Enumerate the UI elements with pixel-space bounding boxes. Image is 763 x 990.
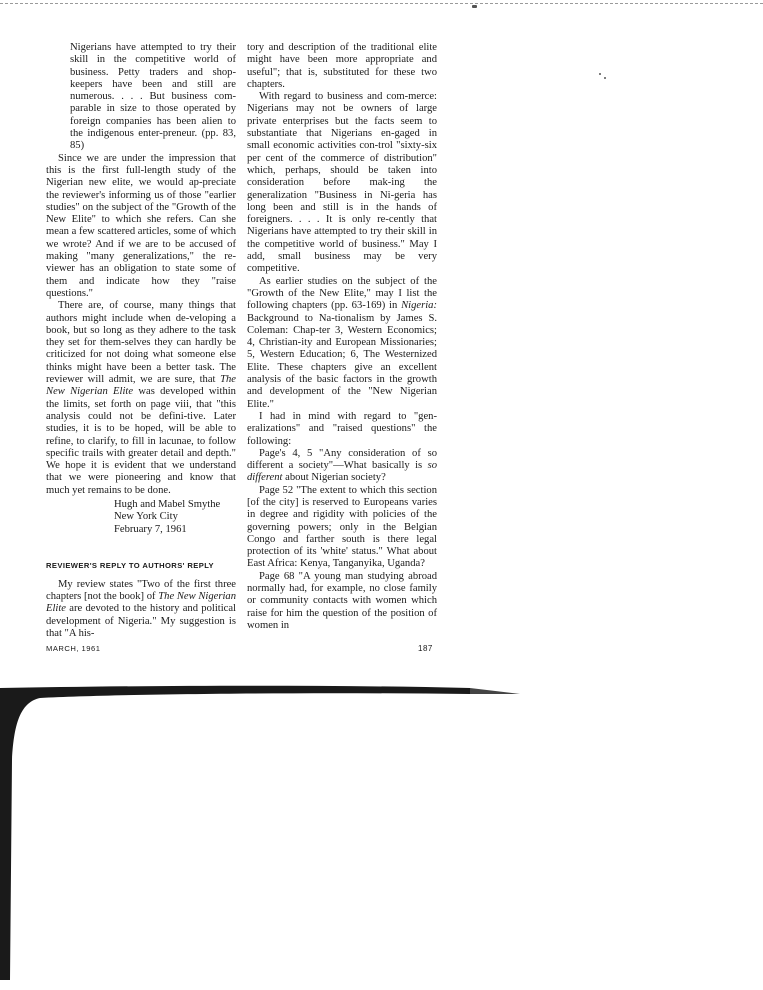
paragraph: tory and description of the traditional elite might have been more appropriate and useful"; that is, substituted for these two chapters. [247,42,437,90]
signature-block [46,499,236,537]
left-column [46,42,236,640]
scan-speck [599,73,601,75]
section-heading: REVIEWER'S REPLY TO AUTHORS' REPLY [46,561,214,571]
paragraph: Since we are under the impression that this is the first full-length study of the Nigerian new elite, we would ap-preciate the reviewer's informing us of those "earlier studies" on the subject of the "Growth of the New Elite" to which she refers. Can she mean a few scattered articles, some of which we wrote? And if we are to be accused of making "many generalizations," the re-viewer has an obligation to state some of them and indicate how they "raise questions." [46,152,237,299]
scan-speck [472,5,477,8]
paragraph: There are, of course, many things that authors might include when de-veloping a book, but so long as they adhere to the task they set for them-selves they can hardly be criticized for not doing what someone else thinks might have been a better task. The reviewer will admit, we are sure, that The New Nigerian Elite was developed within the limits, set forth on page viii, that "this analysis could not be defini-tive. Later studies, it is to be hoped, will be able to refine, to clarify, to fill in lacunae, to follow specific trails with greater detail and depth." We hope it is evident that we understand that we were pioneering and know that much yet remains to be done. [46,300,236,496]
block-quote: Nigerians have attempted to try their skill in the competitive world of business. Petty traders and shop-keepers have been and still are numerous. . . . But business com-parable in size to those operated by foreign companies has been alien to the indigenous enter-preneur. (pp. 83, 85) [70,42,236,152]
right-column [247,42,437,632]
scan-artifact-top-edge [0,3,763,4]
page-number: 187 [418,644,433,653]
signature-names: Hugh and Mabel Smythe [114,498,221,510]
signature-date: February 7, 1961 [114,523,187,535]
issue-date: MARCH, 1961 [46,644,101,653]
paragraph: I had in mind with regard to "gen-eralizations" and "raised questions" the following: [247,410,437,447]
page-curl-shadow [0,680,763,990]
paragraph: As earlier studies on the subject of the "Growth of the New Elite," may I list the following chapters (pp. 63-169) in Nigeria: Background to Na-tionalism by James S. Coleman: Chap-ter 3, Western Economics; 4, Christian-ity and European Missionaries; 5, Western Education; 6, The Westernized Elite. These chapters give an excellent analysis of the basic factors in the growth and development of the "New Nigerian Elite." [247,275,437,410]
paragraph: My review states "Two of the first three chapters [not the book] of The New Nigerian Elite are devoted to the history and political development of Nigeria." My suggestion is that "A his- [46,578,236,639]
book-title: The New Nigerian Elite [46,591,236,615]
book-title: Nigeria: [401,300,437,312]
paragraph: Page 68 "A young man studying abroad normally had, for example, no close family or community contacts with women which raise for him the question of the position of women in [247,570,437,631]
signature-city: New York City [114,511,178,523]
scan-speck [604,77,606,79]
emphasis: so different [247,460,437,484]
paragraph: Page 52 "The extent to which this section [of the city] is reserved to Europeans varies in degree and rigidity with policies of the governing powers; only in the Belgian Congo and farther south is there legal protection of its 'white' status." What about East Africa: Kenya, Tanganyika, Uganda? [247,484,437,570]
paragraph: With regard to business and com-merce: Nigerians may not be owners of large private enterprises but the facts seem to substantiate that Nigerians en-gaged in small economic activities con-trol "sixty-six per cent of the commerce of distribution" which, perhaps, should be taken into consideration before mak-ing the generalization "Business in Ni-geria has long been and still is in the hands of foreigners. . . . It is only re-cently that Nigerians have attempted to try their skill in the competitive world of business." May I add, small business may be very competitive. [247,91,437,275]
book-title: The New Nigerian Elite [46,374,236,398]
paragraph: Page's 4, 5 "Any consideration of so different a society"—What basically is so different about Nigerian society? [247,447,437,484]
